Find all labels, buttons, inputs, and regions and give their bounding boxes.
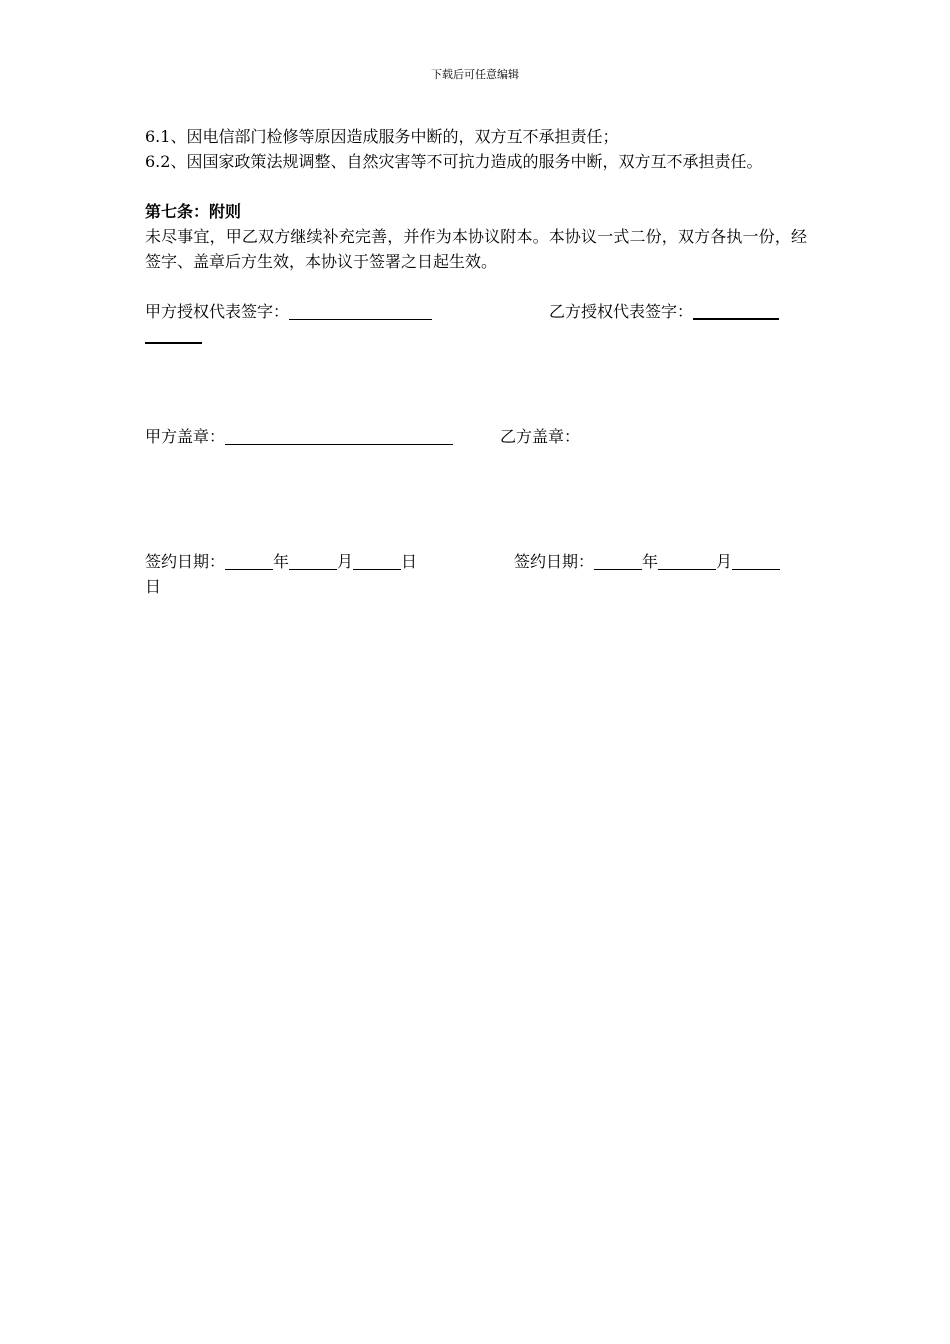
party-a-signature-field[interactable] [289,301,432,320]
party-b-signature-field-continued[interactable] [145,342,202,344]
party-b-day-field[interactable] [732,551,780,570]
clause-6-1: 6.1、因电信部门检修等原因造成服务中断的，双方互不承担责任； [145,127,619,146]
party-a-date-label: 签约日期： [145,552,226,571]
article-7-body: 未尽事宜，甲乙双方继续补充完善，并作为本协议附本。本协议一式二份，双方各执一份，经签字、盖章后方生效，本协议于签署之日起生效。 [145,227,807,271]
party-b-date [514,549,780,574]
party-b-signature-label: 乙方授权代表签字： [549,302,694,321]
party-b-day-label-wrapped: 日 [145,577,162,596]
party-b-signature-field[interactable] [693,300,779,320]
party-b-signature [549,299,779,324]
clause-6-2: 6.2、因国家政策法规调整、自然灾害等不可抗力造成的服务中断，双方互不承担责任。 [145,152,763,171]
party-a-day-label: 日 [401,552,418,571]
party-b-year-field[interactable] [594,551,642,570]
party-a-day-field[interactable] [353,551,401,570]
article-7-title: 第七条：附则 [145,202,242,221]
page-header: 下载后可任意编辑 [431,68,519,81]
party-a-year-label: 年 [273,552,290,571]
party-b-month-field[interactable] [658,551,716,570]
party-b-year-label: 年 [642,552,659,571]
party-a-seal-label: 甲方盖章： [145,427,226,446]
party-b-seal-label: 乙方盖章： [500,427,581,446]
party-b-month-label: 月 [716,552,733,571]
party-b-date-label: 签约日期： [514,552,595,571]
party-a-signature-label: 甲方授权代表签字： [145,302,290,321]
party-a-month-field[interactable] [289,551,337,570]
party-a-seal-field[interactable] [225,426,453,445]
party-a-seal [145,424,453,449]
party-a-year-field[interactable] [225,551,273,570]
party-a-month-label: 月 [337,552,354,571]
party-b-seal [500,424,580,449]
party-a-signature [145,299,432,324]
party-a-date [145,549,417,574]
